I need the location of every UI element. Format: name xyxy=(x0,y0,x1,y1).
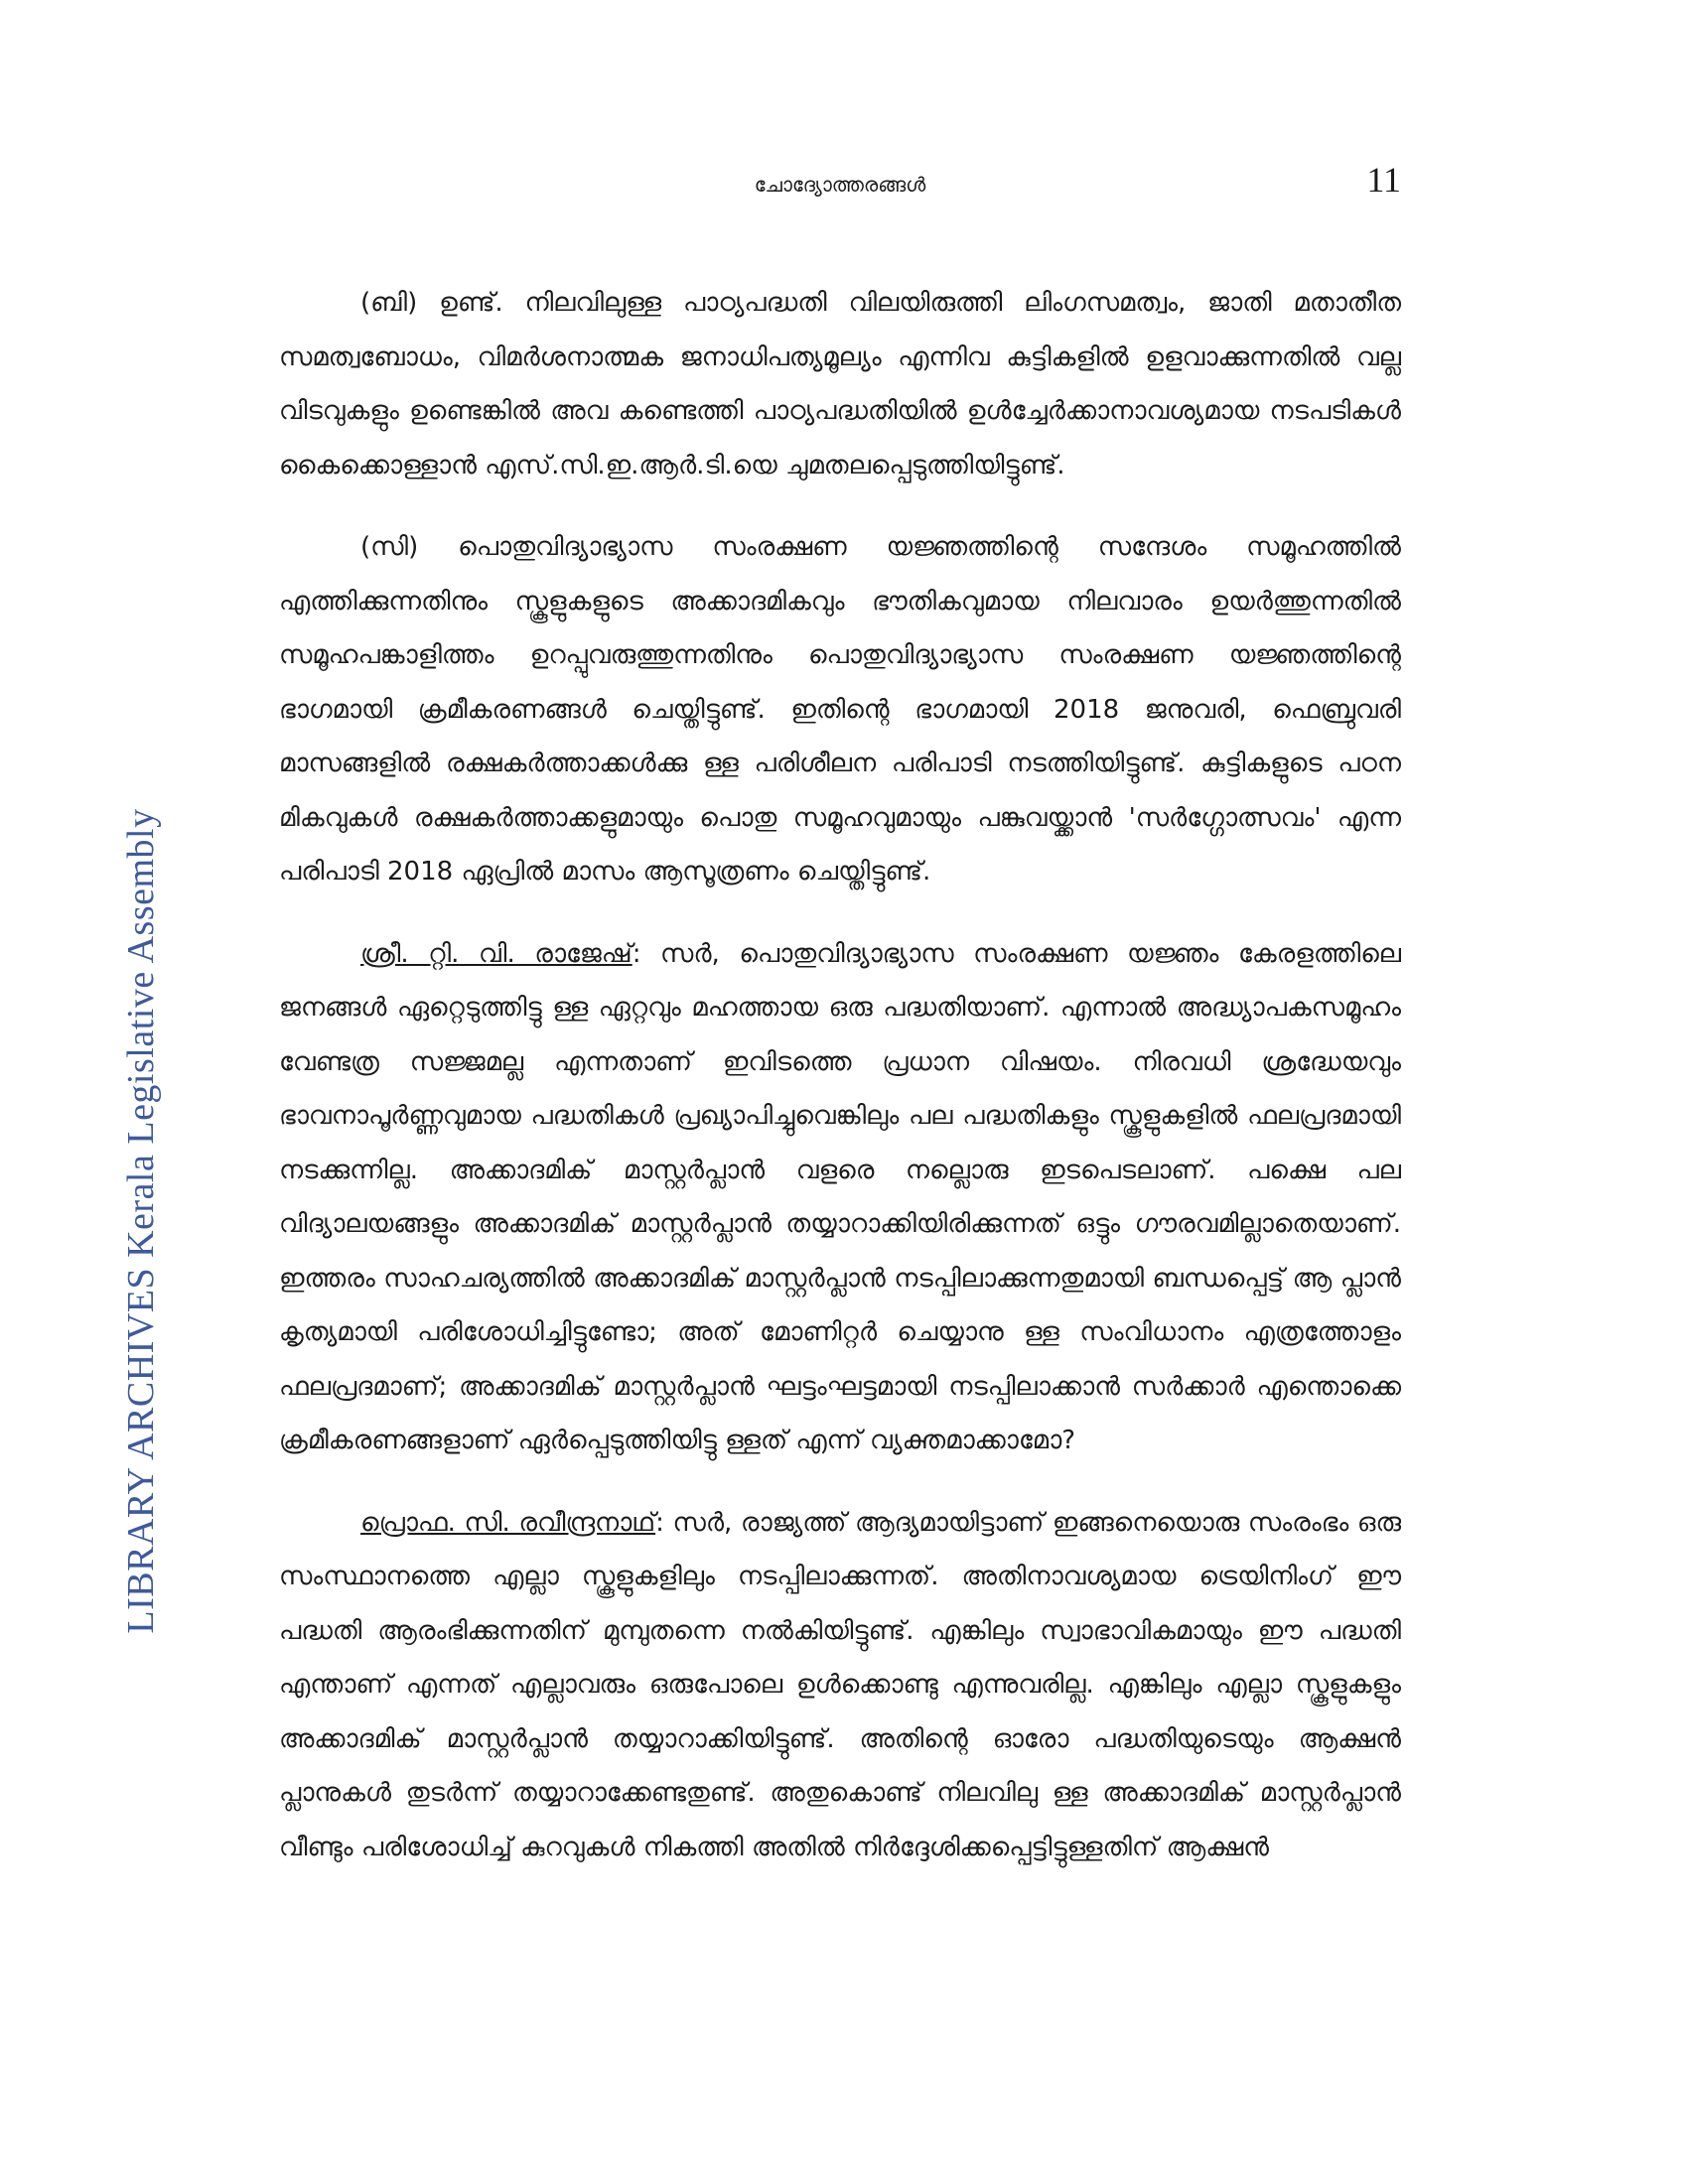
speaker-name: ശ്രീ. റ്റി. വി. രാജേഷ് xyxy=(360,938,633,969)
speaker-name: പ്രൊഫ. സി. രവീന്ദ്രനാഥ് xyxy=(360,1507,656,1538)
paragraph-text: (ബി) ഉണ്ട്. നിലവിലുള്ള പാഠ്യപദ്ധതി വിലയിരുത്തി ലിംഗസമത്വം, ജാതി മതാതീത സമത്വബോധം, വിമർശനാത്മക ജനാധിപത്യമൂല്യം എന്നിവ കുട്ടികളിൽ ഉളവാക്കുന്നതിൽ വല്ല വിടവുകളും ഉണ്ടെങ്കിൽ അവ കണ്ടെത്തി പാഠ്യപദ്ധതിയിൽ ഉൾച്ചേർക്കാനാവശ്യമായ നടപടികൾ കൈക്കൊള്ളാൻ എസ്.സി.ഇ.ആർ.ടി.യെ ചുമതലപ്പെടുത്തിയിട്ടുണ്ട്. xyxy=(279,288,1401,480)
answer-paragraph-minister xyxy=(279,1496,1401,1875)
paragraph-text: : സർ, രാജ്യത്ത് ആദ്യമായിട്ടാണ് ഇങ്ങനെയൊരു സംരംഭം ഒരു സംസ്ഥാനത്തെ എല്ലാ സ്കൂളുകളിലും നടപ്പിലാക്കുന്നത്. അതിനാവശ്യമായ ട്രെയിനിംഗ് ഈ പദ്ധതി ആരംഭിക്കുന്നതിന് മുമ്പുതന്നെ നൽകിയിട്ടുണ്ട്. എങ്കിലും സ്വാഭാവികമായും ഈ പദ്ധതി എന്താണ് എന്നത് എല്ലാവരും ഒരുപോലെ ഉൾക്കൊണ്ടു എന്നുവരില്ല. എങ്കിലും എല്ലാ സ്കൂളുകളും അക്കാദമിക് മാസ്റ്റർപ്ലാൻ തയ്യാറാക്കിയിട്ടുണ്ട്. അതിന്റെ ഓരോ പദ്ധതിയുടെയും ആക്ഷൻ പ്ലാനുകൾ തുടർന്ന് തയ്യാറാക്കേണ്ടതുണ്ട്. അതുകൊണ്ട് നിലവിലു ള്ള അക്കാദമിക് മാസ്റ്റർപ്ലാൻ വീണ്ടും പരിശോധിച്ച് കുറവുകൾ നികത്തി അതിൽ നിർദ്ദേശിക്കപ്പെട്ടിട്ടുള്ളതിന് ആക്ഷൻ xyxy=(279,1507,1401,1862)
body-text xyxy=(279,276,1401,1902)
answer-paragraph-c xyxy=(279,520,1401,899)
running-title: ചോദ്യോത്തരങ്ങൾ xyxy=(754,173,926,197)
paragraph-text: (സി) പൊതുവിദ്യാഭ്യാസ സംരക്ഷണ യജ്ഞത്തിന്റെ സന്ദേശം സമൂഹത്തിൽ എത്തിക്കുന്നതിനും സ്കൂളുകളുടെ അക്കാദമികവും ഭൗതികവുമായ നിലവാരം ഉയർത്തുന്നതിൽ സമൂഹപങ്കാളിത്തം ഉറപ്പുവരുത്തുന്നതിനും പൊതുവിദ്യാഭ്യാസ സംരക്ഷണ യജ്ഞത്തിന്റെ ഭാഗമായി ക്രമീകരണങ്ങൾ ചെയ്തിട്ടുണ്ട്. ഇതിന്റെ ഭാഗമായി 2018 ജനുവരി, ഫെബ്രുവരി മാസങ്ങളിൽ രക്ഷകർത്താക്കൾക്കു ള്ള പരിശീലന പരിപാടി നടത്തിയിട്ടുണ്ട്. കുട്ടികളുടെ പഠന മികവുകൾ രക്ഷകർത്താക്കളുമായും പൊതു സമൂഹവുമായും പങ്കുവയ്ക്കാൻ 'സർഗ്ഗോത്സവം' എന്ന പരിപാടി 2018 ഏപ്രിൽ മാസം ആസൂത്രണം ചെയ്തിട്ടുണ്ട്. xyxy=(279,532,1401,887)
paragraph-text: : സർ, പൊതുവിദ്യാഭ്യാസ സംരക്ഷണ യജ്ഞം കേരളത്തിലെ ജനങ്ങൾ ഏറ്റെടുത്തിട്ടു ള്ള ഏറ്റവും മഹത്തായ ഒരു പദ്ധതിയാണ്. എന്നാൽ അദ്ധ്യാപകസമൂഹം വേണ്ടത്ര സജ്ജമല്ല എന്നതാണ് ഇവിടത്തെ പ്രധാന വിഷയം. നിരവധി ശ്രദ്ധേയവും ഭാവനാപൂർണ്ണവുമായ പദ്ധതികൾ പ്രഖ്യാപിച്ചുവെങ്കിലും പല പദ്ധതികളും സ്കൂളുകളിൽ ഫലപ്രദമായി നടക്കുന്നില്ല. അക്കാദമിക് മാസ്റ്റർപ്ലാൻ വളരെ നല്ലൊരു ഇടപെടലാണ്. പക്ഷെ പല വിദ്യാലയങ്ങളും അക്കാദമിക് മാസ്റ്റർപ്ലാൻ തയ്യാറാക്കിയിരിക്കുന്നത് ഒട്ടും ഗൗരവമില്ലാതെയാണ്. ഇത്തരം സാഹചര്യത്തിൽ അക്കാദമിക് മാസ്റ്റർപ്ലാൻ നടപ്പിലാക്കുന്നതുമായി ബന്ധപ്പെട്ട് ആ പ്ലാൻ കൃത്യമായി പരിശോധിച്ചിട്ടുണ്ടോ; അത് മോണിറ്റർ ചെയ്യാനു ള്ള സംവിധാനം എത്രത്തോളം ഫലപ്രദമാണ്; അക്കാദമിക് മാസ്റ്റർപ്ലാൻ ഘട്ടംഘട്ടമായി നടപ്പിലാക്കാൻ സർക്കാർ എന്തൊക്കെ ക്രമീകരണങ്ങളാണ് ഏർപ്പെടുത്തിയിട്ടു ള്ളത് എന്ന് വ്യക്തമാക്കാമോ? xyxy=(279,938,1402,1455)
page-number: 11 xyxy=(1366,160,1401,200)
archive-watermark: LIBRARY ARCHIVES Kerala Legislative Assembly xyxy=(120,808,162,1634)
answer-paragraph-b xyxy=(279,276,1401,492)
question-paragraph xyxy=(279,927,1401,1468)
running-header xyxy=(279,159,1401,208)
